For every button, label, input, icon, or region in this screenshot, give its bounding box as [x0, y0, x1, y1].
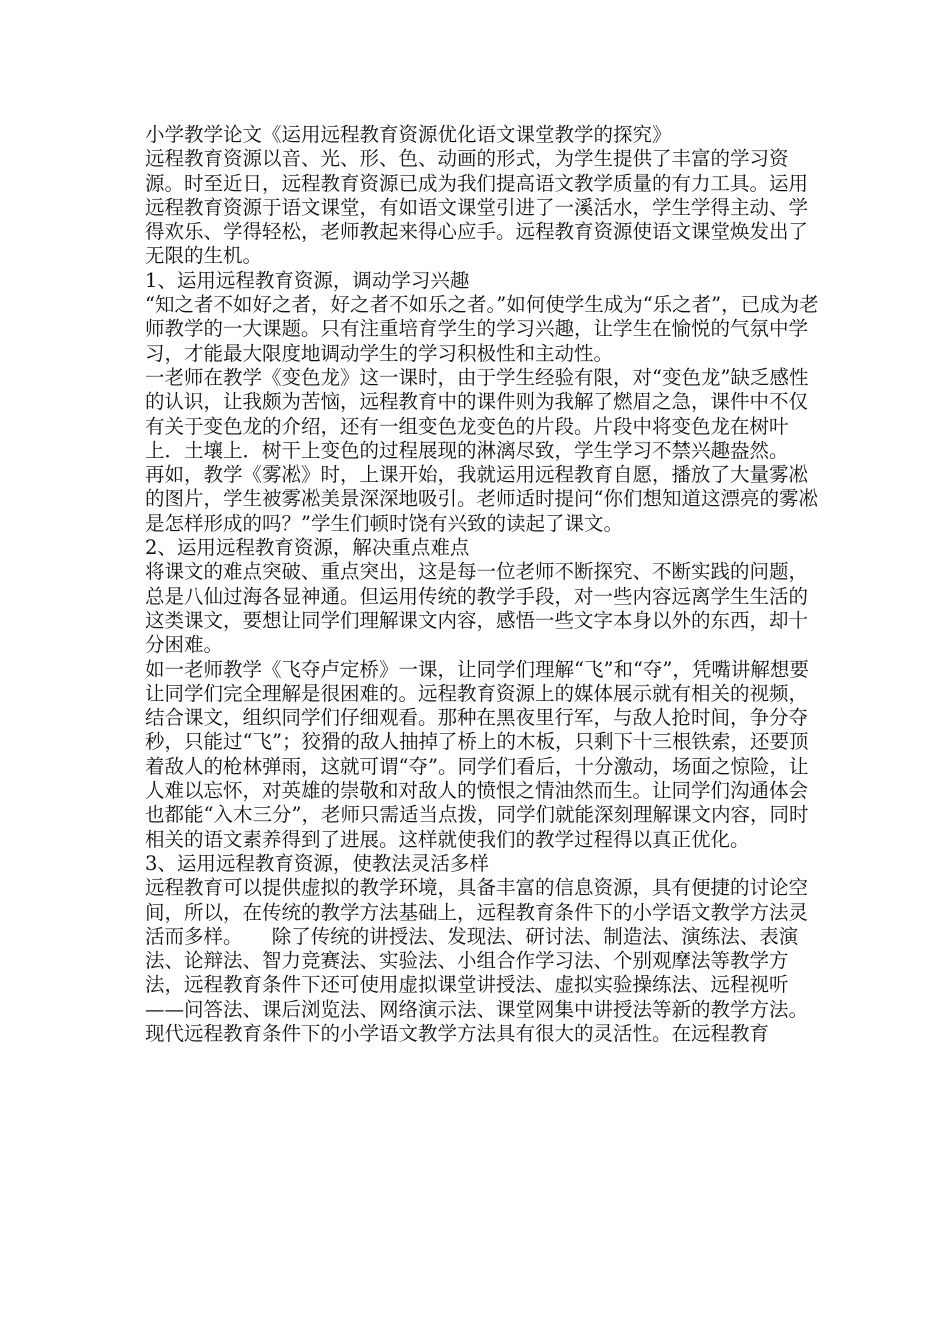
paragraph: 再如，教学《雾凇》时，上课开始，我就运用远程教育自愿，播放了大量雾凇的图片，学生被雾凇美景深深地吸引。老师适时提问“你们想知道这漂亮的雾凇是怎样形成的吗？”学生们顿时饶有兴致的读起了课文。 — [145, 463, 818, 535]
paragraph: “知之者不如好之者，好之者不如乐之者。”如何使学生成为“乐之者”，已成为老师教学的一大课题。只有注重培育学生的学习兴趣，让学生在愉悦的气氛中学习，才能最大限度地调动学生的学习积极性和主动性。 — [145, 293, 819, 365]
paragraph: 如一老师教学《飞夺卢定桥》一课，让同学们理解“飞”和“夺”，凭嘴讲解想要让同学们完全理解是很困难的。远程教育资源上的媒体展示就有相关的视频，结合课文，组织同学们仔细观看。那种在黑夜里行军，与敌人抢时间，争分夺秒，只能过“飞”；狡猾的敌人抽掉了桥上的木板，只剩下十三根铁索，还要顶着敌人的枪林弹雨，这就可谓“夺”。同学们看后，十分激动，场面之惊险，让人难以忘怀，对英雄的崇敬和对敌人的愤恨之情油然而生。让同学们沟通体会也都能“入木三分”，老师只需适当点拨，同学们就能深刻理解课文内容，同时相关的语文素养得到了进展。这样就使我们的教学过程得以真正优化。 — [145, 657, 809, 851]
document-title: 小学教学论文《运用远程教育资源优化语文课堂教学的探究》 — [145, 123, 672, 146]
paragraph: 将课文的难点突破、重点突出，这是每一位老师不断探究、不断实践的问题，总是八仙过海各显神通。但运用传统的教学手段，对一些内容远离学生生活的这类课文，要想让同学们理解课文内容，感悟一些文字本身以外的东西，却十分困难。 — [145, 560, 809, 657]
document-page — [145, 123, 825, 1046]
section-heading-3: 3、运用远程教育资源，使教法灵活多样 — [145, 851, 489, 875]
intro-paragraph: 远程教育资源以音、光、形、色、动画的形式，为学生提供了丰富的学习资源。时至近日，远程教育资源已成为我们提高语文教学质量的有力工具。运用远程教育资源于语文课堂，有如语文课堂引进了一溪活水，学生学得主动、学得欢乐、学得轻松，老师教起来得心应手。远程教育资源使语文课堂焕发出了无限的生机。 — [145, 147, 809, 268]
section-heading-2: 2、运用远程教育资源，解决重点难点 — [145, 536, 470, 560]
paragraph: 一老师在教学《变色龙》这一课时，由于学生经验有限，对“变色龙”缺乏感性的认识，让我颇为苦恼，远程教育中的课件则为我解了燃眉之急，课件中不仅有关于变色龙的介绍，还有一组变色龙变色的片段。片段中将变色龙在树叶上．土壤上．树干上变色的过程展现的淋漓尽致，学生学习不禁兴趣盎然。 — [145, 365, 809, 462]
paragraph: 远程教育可以提供虚拟的教学环境，具备丰富的信息资源，具有便捷的讨论空间，所以，在传统的教学方法基础上，远程教育条件下的小学语文教学方法灵活而多样。 除了传统的讲授法、发现法、研讨法、制造法、演练法、表演法、论辩法、智力竞赛法、实验法、小组合作学习法、个别观摩法等教学方法，远程教育条件下还可使用虚拟课堂讲授法、虚拟实验操练法、远程视听——问答法、课后浏览法、网络演示法、课堂网集中讲授法等新的教学方法。现代远程教育条件下的小学语文教学方法具有很大的灵活性。在远程教育 — [145, 876, 809, 1045]
section-heading-1: 1、运用远程教育资源，调动学习兴趣 — [145, 268, 470, 292]
